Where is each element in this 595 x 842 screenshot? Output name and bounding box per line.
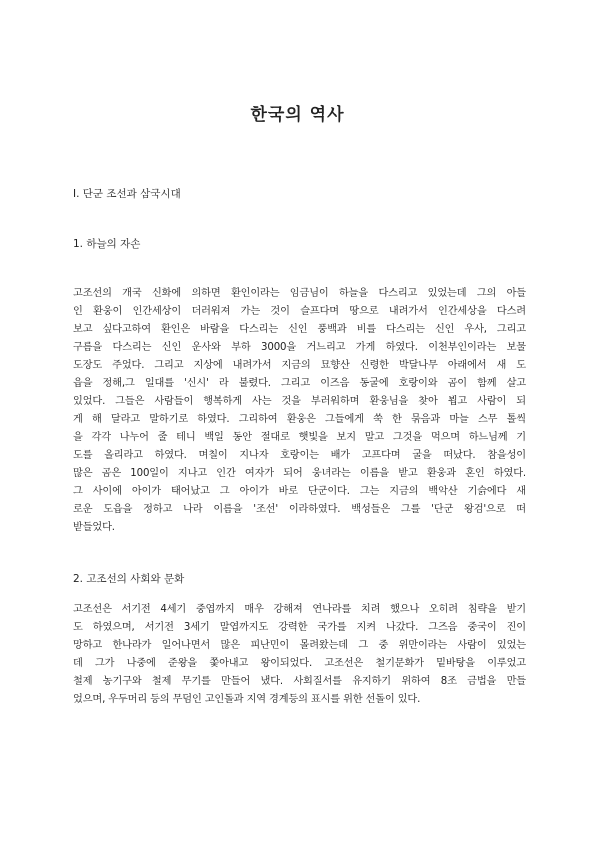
paragraph-line: 그 사이에 아이가 태어났고 그 아이가 바로 단군이다. 그는 지금의 백악산 기슭에다 새 xyxy=(73,486,526,497)
paragraph-line: 도장도 주었다. 그리고 지상에 내려가서 지금의 묘향산 신령한 박달나무 아래에서 새 도 xyxy=(73,360,526,371)
section-1-body xyxy=(73,285,526,537)
paragraph-line: 있었다. 그들은 사람들이 행복하게 사는 것을 부러워하며 환웅님을 찾아 뵙고 사람이 되 xyxy=(73,396,526,407)
paragraph-line: 게 해 달라고 말하기로 하였다. 그리하여 환웅은 그들에게 쑥 한 묶음과 마늘 스무 톨씩 xyxy=(73,414,526,425)
paragraph-line: 로운 도읍을 정하고 나라 이름을 '조선' 이라하였다. 백성들은 그를 '단군 왕검'으로 떠 xyxy=(73,504,526,515)
paragraph-line: 받들었다. xyxy=(73,522,115,533)
section-2-body xyxy=(73,601,526,709)
paragraph-line: 구름을 다스리는 신인 운사와 부하 3000을 거느리고 가게 하였다. 이천부인이라는 보물 xyxy=(73,342,526,353)
paragraph-line: 철제 농기구와 철제 무기를 만들어 냈다. 사회질서를 유지하기 위하여 8조 금법을 만들 xyxy=(73,676,526,687)
section-heading-2: 2. 고조선의 사회와 문화 xyxy=(73,573,185,585)
paragraph-line: 인 환웅이 인간세상이 더러워져 가는 것이 슬프다며 땅으로 내려가서 인간세상을 다스려 xyxy=(73,306,526,317)
paragraph-line: 읍을 정해,그 일대를 '신시' 라 불렸다. 그리고 이즈음 동굴에 호랑이와 곰이 함께 살고 xyxy=(73,378,526,389)
section-heading-1: 1. 하늘의 자손 xyxy=(73,238,141,250)
paragraph-line: 을 각각 나누어 줄 테니 백일 동안 절대로 햇빛을 보지 말고 그것을 먹으며 하느님께 기 xyxy=(73,432,526,443)
document-title: 한국의 역사 xyxy=(250,105,345,125)
paragraph-line: 많은 곰은 100일이 지나고 인간 여자가 되어 웅녀라는 이름을 받고 환웅과 혼인 하였다. xyxy=(73,468,526,479)
paragraph-line: 도를 올리라고 하였다. 며칠이 지나자 호랑이는 배가 고프다며 굴을 떠났다. 참을성이 xyxy=(73,450,526,461)
paragraph-line: 었으며, 우두머리 등의 무덤인 고인돌과 지역 경계등의 표시를 위한 선돌이 있다. xyxy=(73,694,421,705)
paragraph-line: 망하고 한나라가 일어나면서 많은 피난민이 몰려왔는데 그 중 위만이라는 사람이 있었는 xyxy=(73,640,526,651)
paragraph-line: 고조선의 개국 신화에 의하면 환인이라는 임금님이 하늘을 다스리고 있었는데 그의 아들 xyxy=(73,288,526,299)
paragraph-line: 보고 싶다고하여 환인은 바람을 다스리는 신인 풍백과 비를 다스리는 신인 우사, 그리고 xyxy=(73,324,526,335)
paragraph-line: 고조선은 서기전 4세기 중엽까지 매우 강해져 연나라를 치려 했으나 오히려 침략을 받기 xyxy=(73,604,526,615)
paragraph-line: 도 하였으며, 서기전 3세기 말엽까지도 강력한 국가를 지켜 나갔다. 그즈음 중국이 진이 xyxy=(73,622,526,633)
part-heading: Ⅰ. 단군 조선과 삼국시대 xyxy=(73,188,181,200)
paragraph-line: 데 그가 나중에 준왕을 쫓아내고 왕이되었다. 고조선은 철기문화가 밑바탕을 이루었고 xyxy=(73,658,526,669)
